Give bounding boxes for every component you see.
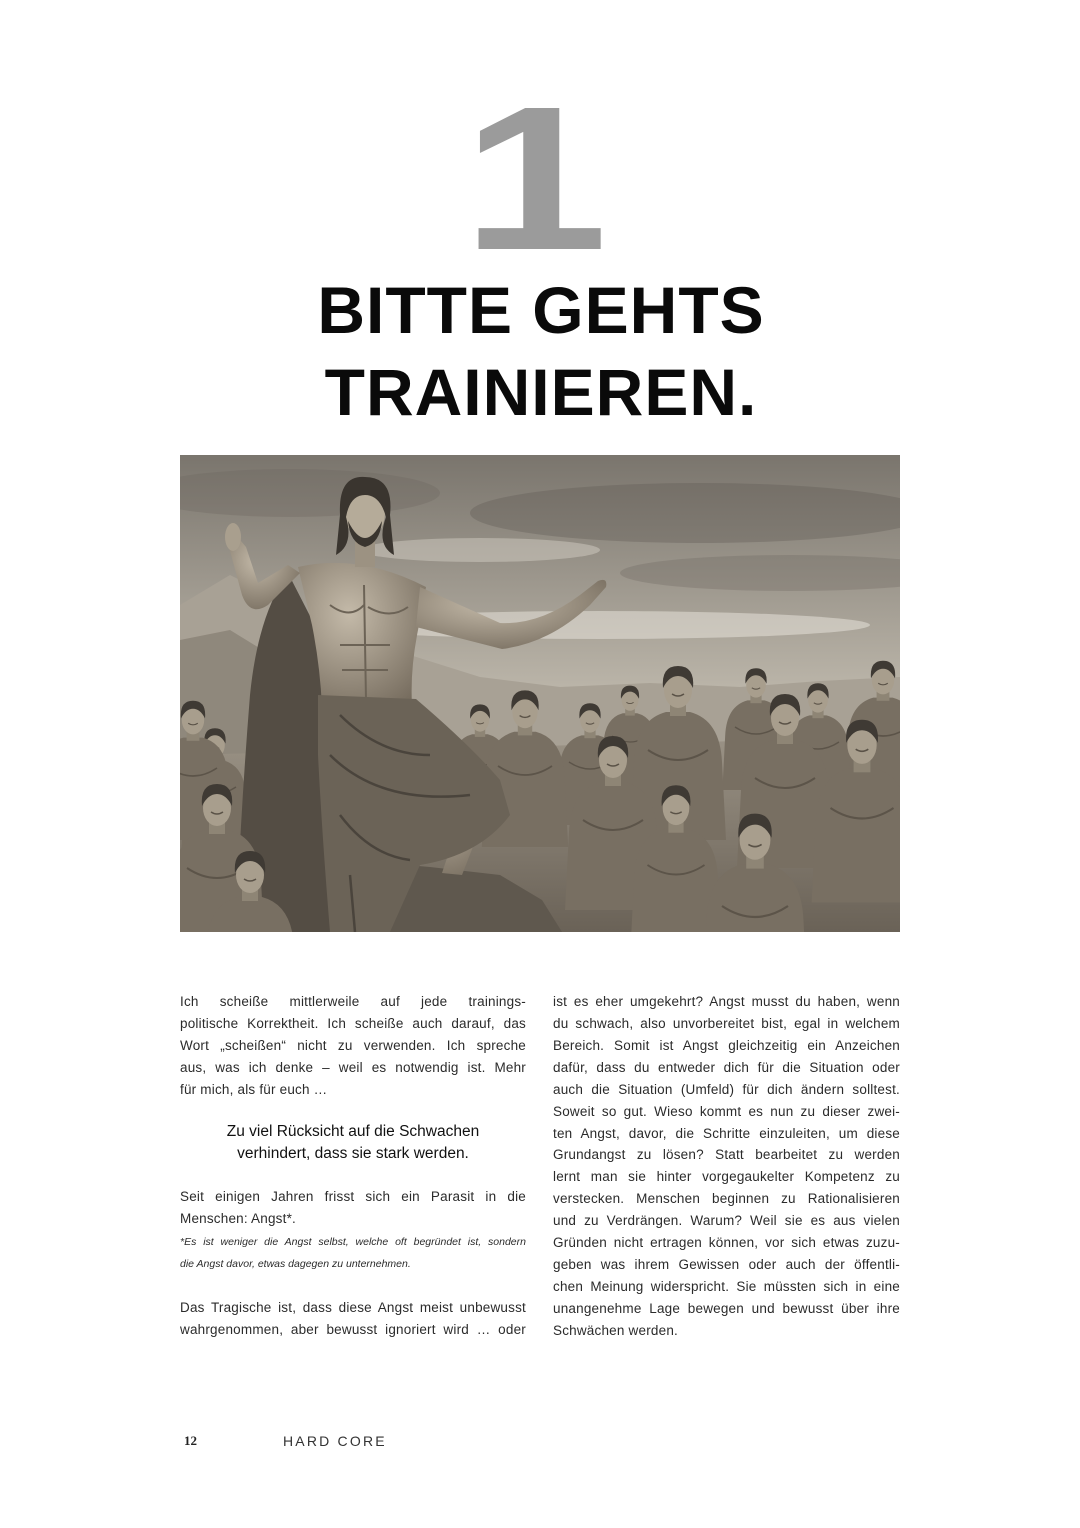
text-line: geben was ihrem Gewissen oder auch der öffentli- bbox=[553, 1257, 900, 1273]
tragic-paragraph bbox=[180, 1297, 526, 1341]
text-line: Schwächen werden. bbox=[553, 1322, 678, 1338]
text-line: Das Tragische ist, dass diese Angst meist unbewusst bbox=[180, 1300, 526, 1315]
text-line: Ich scheiße mittlerweile auf jede trainings- bbox=[180, 994, 526, 1009]
chapter-title-line: TRAINIEREN. bbox=[324, 355, 758, 429]
text-line: Menschen: Angst*. bbox=[180, 1210, 296, 1226]
text-line: und zu Verdrängen. Warum? Weil sie es aus vielen bbox=[553, 1213, 900, 1229]
text-line: Seit einigen Jahren frisst sich ein Parasit in die bbox=[180, 1189, 526, 1204]
text-line: Grundangst zu lösen? Statt bearbeitet zu werden bbox=[553, 1147, 900, 1163]
text-line: du schwach, also unvorbereitet bist, egal in welchem bbox=[553, 1015, 900, 1031]
text-line: dafür, dass du entweder dich für die Situation oder bbox=[553, 1059, 900, 1075]
cloud bbox=[360, 538, 600, 562]
text-line: für mich, als für euch … bbox=[180, 1081, 328, 1097]
chapter-illustration bbox=[180, 455, 900, 932]
text-line: ten Angst, davor, die Schritte einzuleiten, um diese bbox=[553, 1125, 900, 1141]
text-line: politische Korrektheit. Ich scheiße auch darauf, das bbox=[180, 1015, 526, 1031]
right-column-paragraph bbox=[553, 991, 900, 1342]
illustration-image bbox=[180, 455, 900, 932]
pull-quote-line: Zu viel Rücksicht auf die Schwachen bbox=[226, 1123, 480, 1140]
chapter-number: 1 bbox=[462, 64, 608, 293]
running-title: HARD CORE bbox=[283, 1433, 387, 1449]
parasite-paragraph bbox=[180, 1186, 526, 1230]
footnote-line: *Es ist weniger die Angst selbst, welche oft begründet ist, sondern bbox=[180, 1236, 526, 1248]
text-line: lernt man sie hinter vorgegaukelter Kompetenz zu bbox=[553, 1169, 900, 1185]
text-line: aus, was ich denke – weil es notwendig ist. Mehr bbox=[180, 1059, 526, 1075]
text-line: verstecken. Menschen beginnen zu Rationalisieren bbox=[553, 1191, 900, 1207]
chapter-title bbox=[0, 269, 1080, 433]
text-line: ist es eher umgekehrt? Angst musst du haben, wenn bbox=[553, 994, 900, 1009]
text-line: chen Meinung widerspricht. Sie müssten sich in eine bbox=[553, 1278, 900, 1294]
text-line: wahrgenommen, aber bewusst ignoriert wird … oder bbox=[180, 1321, 526, 1337]
figure-left-hand bbox=[225, 523, 241, 551]
page-number: 12 bbox=[184, 1433, 197, 1448]
intro-paragraph bbox=[180, 991, 526, 1101]
text-line: unangenehme Lage bewegen und bewusst über ihre bbox=[553, 1300, 900, 1316]
text-line: auch die Situation (Umfeld) für dich ändern solltest. bbox=[553, 1081, 900, 1097]
text-line: Soweit so gut. Wieso kommt es nun zu dieser zwei- bbox=[553, 1103, 900, 1119]
chapter-title-line: BITTE GEHTS bbox=[317, 273, 765, 347]
text-line: Bereich. Somit ist Angst gleichzeitig ein Anzeichen bbox=[553, 1037, 900, 1053]
pull-quote bbox=[180, 1121, 526, 1165]
footnote bbox=[180, 1231, 526, 1275]
pull-quote-line: verhindert, dass sie stark werden. bbox=[237, 1145, 469, 1162]
text-line: Wort „scheißen“ nicht zu verwenden. Ich spreche bbox=[180, 1037, 526, 1053]
footnote-line: die Angst davor, etwas dagegen zu unternehmen. bbox=[180, 1258, 411, 1270]
text-line: Gründen nicht ertragen können, vor sich etwas zuzu- bbox=[553, 1235, 900, 1251]
